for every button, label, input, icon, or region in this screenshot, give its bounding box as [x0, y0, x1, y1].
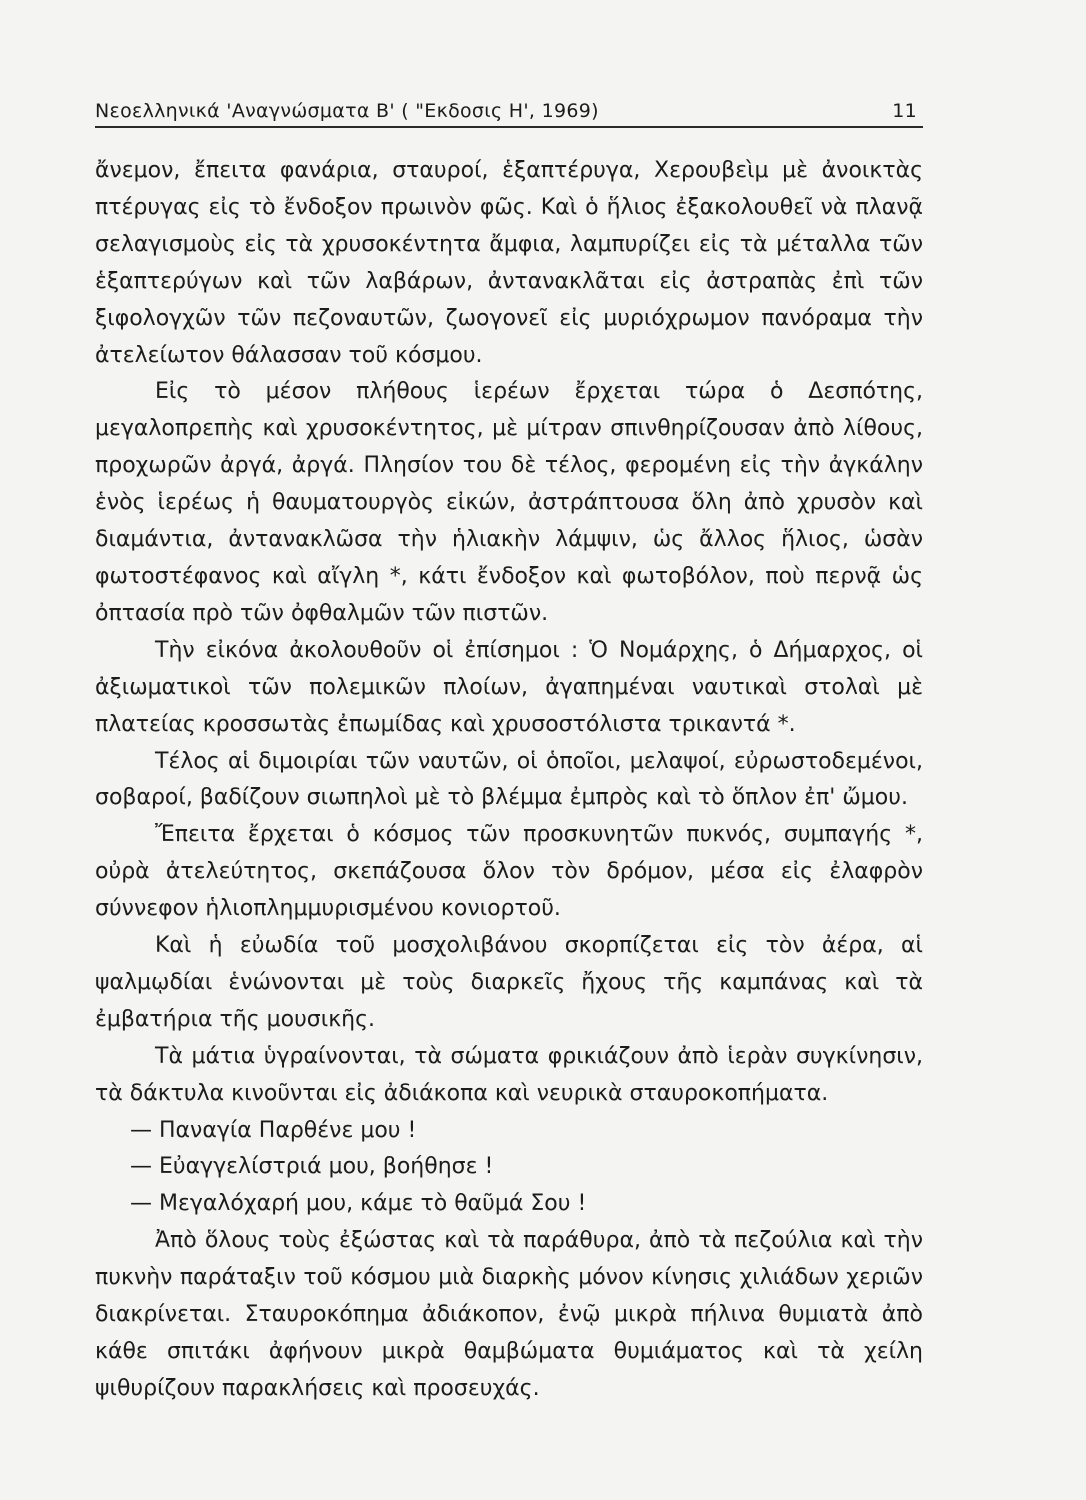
book-page: [95, 0, 923, 1500]
dialog-line-1: — Παναγία Παρθένε μου !: [130, 1117, 417, 1143]
paragraph-5: Ἔπειτα ἔρχεται ὁ κόσμος τῶν προσκυνητῶν πυκνός, συμπαγής *, οὐρὰ ἀτελεύτητος, σκεπάζουσα ὅλον τὸν δρόμον, μέσα εἰς ἐλαφρὸν σύννεφον ἡλιοπλημμυρισμένου κονιορτοῦ.: [95, 822, 923, 922]
paragraph-6: Καὶ ἡ εὐωδία τοῦ μοσχολιβάνου σκορπίζεται εἰς τὸν ἀέρα, αἱ ψαλμῳδίαι ἑνώνονται μὲ τοὺς διαρκεῖς ἤχους τῆς καμπάνας καὶ τὰ ἐμβατήρια τῆς μουσικῆς.: [95, 933, 923, 1032]
paragraph-3: Τὴν εἰκόνα ἀκολουθοῦν οἱ ἐπίσημοι : Ὁ Νομάρχης, ὁ Δήμαρχος, οἱ ἀξιωματικοὶ τῶν πολεμικῶν πλοίων, ἀγαπημέναι ναυτικαὶ στολαὶ μὲ πλατείας κροσσωτὰς ἐπωμίδας καὶ χρυσοστόλιστα τρικαντά *.: [95, 637, 923, 737]
page-number: 11: [892, 100, 917, 122]
dialog-line-2: — Εὐαγγελίστριά μου, βοήθησε !: [130, 1154, 494, 1180]
running-title: Νεοελληνικά 'Αναγνώσματα Β' ( "Εκδοσις Η', 1969): [95, 100, 599, 122]
paragraph-4: Τέλος αἱ διμοιρίαι τῶν ναυτῶν, οἱ ὁποῖοι, μελαψοί, εὐρωστοδεμένοι, σοβαροί, βαδίζουν σιωπηλοὶ μὲ τὸ βλέμμα ἐμπρὸς καὶ τὸ ὅπλον ἐπ' ὤμου.: [95, 748, 923, 811]
paragraph-2: Εἰς τὸ μέσον πλήθους ἱερέων ἔρχεται τώρα ὁ Δεσπότης, μεγαλοπρεπὴς καὶ χρυσοκέντητος, μὲ μίτραν σπινθηρίζουσαν ἀπὸ λίθους, προχωρῶν ἀργά, ἀργά. Πλησίον του δὲ τέλος, φερομένη εἰς τὴν ἀγκάλην ἑνὸς ἱερέως ἡ θαυματουργὸς εἰκών, ἀστράπτουσα ὅλη ἀπὸ χρυσὸν καὶ διαμάντια, ἀντανακλῶσα τὴν ἡλιακὴν λάμψιν, ὡς ἄλλος ἥλιος, ὡσὰν φωτοστέφανος καὶ αἴγλη *, κάτι ἔνδοξον καὶ φωτοβόλον, ποὺ περνᾷ ὡς ὀπτασία πρὸ τῶν ὀφθαλμῶν τῶν πιστῶν.: [95, 379, 923, 626]
paragraph-7: Τὰ μάτια ὑγραίνονται, τὰ σώματα φρικιάζουν ἀπὸ ἱερὰν συγκίνησιν, τὰ δάκτυλα κινοῦνται εἰς ἀδιάκοπα καὶ νευρικὰ σταυροκοπήματα.: [95, 1043, 923, 1106]
paragraph-1: ἄνεμον, ἔπειτα φανάρια, σταυροί, ἑξαπτέρυγα, Χερουβεὶμ μὲ ἀνοικτὰς πτέρυγας εἰς τὸ ἔνδοξον πρωινὸν φῶς. Καὶ ὁ ἥλιος ἐξακολουθεῖ νὰ πλανᾷ σελαγισμοὺς εἰς τὰ χρυσοκέντητα ἄμφια, λαμπυρίζει εἰς τὰ μέταλλα τῶν ἑξαπτερύγων καὶ τῶν λαβάρων, ἀντανακλᾶται εἰς ἀστραπὰς ἐπὶ τῶν ξιφολογχῶν τῶν πεζοναυτῶν, ζωογονεῖ εἰς μυριόχρωμον πανόραμα τὴν ἀτελείωτον θάλασσαν τοῦ κόσμου.: [95, 158, 923, 368]
dialog-line-3: — Μεγαλόχαρή μου, κάμε τὸ θαῦμά Σου !: [130, 1191, 587, 1217]
page-body: [95, 153, 923, 1408]
header-rule: [95, 126, 923, 128]
closing-paragraph: Ἀπὸ ὅλους τοὺς ἐξώστας καὶ τὰ παράθυρα, ἀπὸ τὰ πεζούλια καὶ τὴν πυκνὴν παράταξιν τοῦ κόσμου μιὰ διαρκὴς μόνον κίνησις χιλιάδων χεριῶν διακρίνεται. Σταυροκόπημα ἀδιάκοπον, ἐνῷ μικρὰ πήλινα θυμιατὰ ἀπὸ κάθε σπιτάκι ἀφήνουν μικρὰ θαμβώματα θυμιάματος καὶ τὰ χείλη ψιθυρίζουν παρακλήσεις καὶ προσευχάς.: [95, 1228, 923, 1401]
